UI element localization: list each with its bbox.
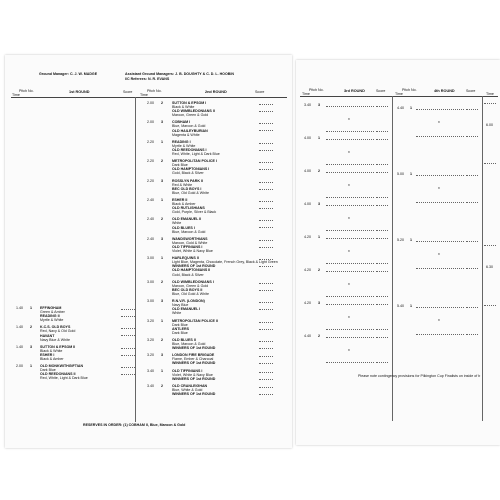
match-time: 2.40 — [147, 217, 154, 222]
match-pitch: 3 — [161, 299, 163, 304]
team-colors: Gold, Black & Silver — [172, 171, 204, 176]
match-pitch: 2 — [161, 383, 163, 388]
team-name: HARLEQUINS II — [172, 256, 199, 261]
match-entry — [172, 353, 268, 365]
score-dots — [259, 302, 273, 303]
score-dots — [121, 348, 135, 349]
r3-time: 3.40 — [304, 103, 311, 107]
team-name: ROSSLYN PARK II — [172, 178, 203, 183]
match-pitch: 2 — [161, 279, 163, 284]
match-entry — [172, 159, 268, 175]
team-name: COBHAM I — [172, 120, 191, 125]
match-pitch: 1 — [30, 306, 32, 310]
team-colors: Maroon, Green & Gold — [172, 283, 209, 288]
r4-line — [416, 109, 464, 110]
team-colors: Navy Blue & White — [40, 337, 70, 342]
score-dots — [259, 372, 273, 373]
team-name: LONDON FIRE BRIGADE — [172, 353, 215, 358]
team-name: SUTTON & EPSOM I — [172, 101, 207, 105]
r3-line — [326, 329, 374, 330]
score-dots — [259, 240, 273, 241]
match-time: 3.00 — [147, 299, 154, 304]
r4-line — [416, 334, 464, 335]
r4-time: 5.00 — [397, 172, 404, 176]
team-name: READING II — [40, 314, 60, 319]
right-divider-1 — [392, 96, 393, 421]
team-name: ANTLERS — [172, 326, 189, 331]
r3-line — [326, 172, 374, 173]
x-mark: x — [348, 282, 350, 286]
score-dots — [259, 309, 273, 310]
team-colors: Flame, Ember & Charcoal — [172, 357, 214, 362]
team-name: OLD BLUES I — [172, 225, 195, 230]
score-dots — [466, 307, 478, 308]
x-mark: x — [348, 117, 350, 121]
r3-pitch: 1 — [318, 136, 320, 140]
team-name: OLD MONKWITHGIFTIAN — [40, 364, 84, 369]
x-mark: x — [348, 315, 350, 319]
r3-pitch: 3 — [318, 301, 320, 305]
score-dots — [259, 363, 273, 364]
score-dots — [259, 104, 273, 105]
team-name: OLD WIMBLEDONIANS II — [172, 109, 215, 114]
col-time-label: Time — [12, 93, 20, 97]
r-col-pitch4-label: Pitch No. — [402, 88, 417, 92]
score-dots — [259, 162, 273, 163]
r4-line — [416, 268, 464, 269]
col-time2-label: Time — [140, 93, 148, 97]
team-name: OLD HAMPTONIANS I — [172, 167, 210, 172]
team-colors: Dark Blue — [172, 322, 188, 327]
x-mark: x — [348, 348, 350, 352]
team-name: METROPOLITAN POLICE I — [172, 159, 217, 164]
match-entry — [172, 280, 268, 296]
score-dots — [259, 356, 273, 357]
match-pitch: 3 — [30, 344, 32, 349]
round2-heading: 2nd ROUND — [205, 90, 227, 94]
r3-line — [326, 362, 374, 363]
team-name: READING I — [172, 139, 191, 144]
reserves-note: RESERVES IN ORDER: (1) COBHAM II, Blue, Maroon & Gold — [83, 423, 186, 427]
match-entry — [40, 306, 110, 322]
score4-label: Score — [466, 89, 476, 93]
match-entry — [172, 299, 268, 315]
match-entry — [172, 237, 268, 253]
score-dots — [376, 139, 388, 140]
team-name: OLD REEDONIANS II — [40, 372, 76, 377]
team-name: K.C.S. OLD BOYS — [40, 325, 71, 330]
r3-time: 4.00 — [304, 136, 311, 140]
score-dots — [259, 329, 273, 330]
team-colors: Maroon, Green & Gold — [172, 113, 209, 118]
score-dots — [259, 290, 273, 291]
header-rule — [11, 97, 287, 98]
match-entry — [172, 101, 268, 117]
referees: I/C Referees: N. R. EVANS — [125, 77, 170, 81]
match-time: 3.40 — [147, 383, 154, 388]
match-pitch: 1 — [30, 364, 32, 369]
r5-line — [484, 163, 496, 164]
match-time: 3.40 — [147, 368, 154, 373]
team-name: OLD RUTLISHIANS — [172, 206, 205, 211]
score-dots — [259, 341, 273, 342]
column-divider — [135, 97, 136, 422]
r3-line — [326, 238, 374, 239]
team-name: OLD WIMBLEDONIANS I — [172, 279, 214, 284]
score-dots — [376, 296, 388, 297]
match-time: 3.20 — [147, 318, 154, 323]
score-dots — [121, 374, 135, 375]
r4-line — [416, 202, 464, 203]
team-name: ESHER II — [172, 198, 188, 202]
team-name: WINNERS OF 1st ROUND — [172, 361, 216, 366]
match-time: 2.20 — [147, 159, 154, 164]
team-name: ESHER I — [40, 352, 55, 357]
r3-line — [326, 230, 374, 231]
score-dots — [259, 130, 273, 131]
team-name: METROPOLITAN POLICE II — [172, 318, 218, 323]
score-dots — [466, 241, 478, 242]
match-entry — [172, 256, 278, 277]
score-dots — [259, 227, 273, 228]
r3-line — [326, 106, 374, 107]
match-time: 2.20 — [147, 178, 154, 183]
r3-pitch: 2 — [318, 169, 320, 173]
team-name: EFFINGHAM — [40, 306, 62, 310]
team-name: SUTTON & EPSOM II — [40, 344, 76, 349]
score-dots — [376, 197, 388, 198]
team-colors: Myrtle & White — [40, 318, 64, 323]
r3-pitch: 3 — [318, 103, 320, 107]
match-time: 2.00 — [16, 364, 23, 369]
score-dots — [259, 220, 273, 221]
r4-pitch: 1 — [410, 238, 412, 242]
r4-pitch: 1 — [410, 106, 412, 110]
score-dots — [259, 189, 273, 190]
r3-pitch: 1 — [318, 235, 320, 239]
x-mark: x — [348, 150, 350, 154]
team-colors: Dark Blue — [40, 368, 56, 373]
team-name: WANDSWORTHIANS — [172, 236, 208, 241]
r3-pitch: 2 — [318, 268, 320, 272]
match-time: 2.20 — [147, 139, 154, 144]
assistant-ground-managers: Assistant Ground Managers: J. B. DOUGHTY & C. D. L. HOOBIN — [125, 72, 234, 76]
team-colors: Gold, Purple, Silver & Black — [172, 210, 217, 215]
score-dots — [376, 106, 388, 107]
r4-line — [416, 307, 464, 308]
match-entry — [172, 140, 268, 156]
score-dots — [121, 309, 135, 310]
r3-line — [326, 131, 374, 132]
match-pitch: 2 — [161, 159, 163, 164]
team-colors: Blue, Maroon & Gold — [172, 341, 206, 346]
team-name: OLD EMANUEL I — [172, 307, 201, 312]
x-mark: x — [348, 249, 350, 253]
match-time: 3.00 — [147, 279, 154, 284]
match-pitch: 1 — [161, 368, 163, 373]
r-col-time-label: Time — [302, 92, 310, 96]
team-colors: Light Blue, Magenta, Chocolate, French Grey, Black & Light Green — [172, 260, 278, 265]
score3-label: Score — [376, 89, 386, 93]
match-entry — [172, 120, 268, 136]
score-dots — [466, 202, 478, 203]
r4-time: 5.40 — [397, 304, 404, 308]
r3-time: 4.20 — [304, 235, 311, 239]
match-entry — [172, 384, 268, 396]
r3-line — [326, 337, 374, 338]
score-dots — [259, 247, 273, 248]
score-dots — [259, 123, 273, 124]
team-name: OLD HAILEYBURIAN — [172, 128, 208, 133]
col-pitch-label: Pitch No. — [19, 89, 34, 93]
r5-line — [484, 245, 496, 246]
score-dots — [466, 175, 478, 176]
score-dots — [466, 268, 478, 269]
score-dots — [259, 169, 273, 170]
team-colors: Black & White — [172, 105, 195, 110]
score-dots — [259, 208, 273, 209]
team-colors: Black & White — [40, 348, 63, 353]
team-colors: Black & Amber — [172, 202, 196, 207]
match-pitch: 3 — [161, 353, 163, 358]
x-mark: x — [348, 216, 350, 220]
team-colors: Blue, Old Gold & White — [172, 190, 209, 195]
team-name: WINNERS OF 1st ROUND — [172, 391, 216, 396]
score-dots — [376, 304, 388, 305]
match-time: 1.40 — [16, 344, 23, 349]
r4-line — [416, 136, 464, 137]
r3-time: 4.00 — [304, 202, 311, 206]
team-name: OLD TIFFINIANS I — [172, 244, 203, 249]
score-dots — [121, 355, 135, 356]
team-colors: Blue, Maroon & Gold — [172, 229, 206, 234]
team-colors: Violet, White & Navy Blue — [172, 249, 213, 254]
match-entry — [40, 345, 110, 361]
team-colors: Navy Blue — [172, 303, 189, 308]
team-colors: White — [172, 311, 182, 316]
r3-line — [326, 304, 374, 305]
match-time: 2.00 — [147, 101, 154, 105]
score-dots — [376, 172, 388, 173]
score2-label: Score — [255, 90, 265, 94]
x-mark: x — [438, 252, 440, 256]
right-header-rule — [300, 96, 498, 97]
team-name: BEC OLD BOYS II — [172, 287, 203, 292]
score-dots — [466, 334, 478, 335]
score-dots — [259, 150, 273, 151]
match-entry — [172, 319, 268, 335]
score-dots — [259, 143, 273, 144]
team-name: OLD REEDONIANS I — [172, 147, 207, 152]
team-name: WINNERS OF 1st ROUND — [172, 346, 216, 351]
match-time: 3.00 — [147, 256, 154, 261]
match-entry — [172, 338, 268, 350]
team-colors: Green & Amber — [40, 310, 65, 315]
r-col-time5-label: Time — [486, 92, 494, 96]
left-page — [5, 55, 292, 448]
match-time: 3.20 — [147, 353, 154, 358]
r3-line — [326, 263, 374, 264]
r3-line — [326, 205, 374, 206]
r4-time: 5.20 — [397, 238, 404, 242]
score-dots — [376, 205, 388, 206]
score-dots — [259, 182, 273, 183]
match-pitch: 1 — [161, 139, 163, 144]
team-name: HAVANT — [40, 333, 55, 338]
team-colors: Red & White — [172, 182, 193, 187]
team-colors: Violet, White & Navy Blue — [172, 372, 213, 377]
match-pitch: 2 — [161, 101, 163, 105]
team-name: R.N.V.R. (LONDON) — [172, 299, 205, 304]
match-entry — [172, 179, 268, 195]
match-pitch: 3 — [161, 120, 163, 125]
score-dots — [376, 337, 388, 338]
score-dots — [121, 316, 135, 317]
r3-pitch: 2 — [318, 334, 320, 338]
r5-time: 6.00 — [486, 123, 493, 127]
match-time: 1.40 — [16, 325, 23, 330]
team-colors: Blue, Maroon & Gold — [172, 124, 206, 129]
score1-label: Score — [123, 90, 133, 94]
score-dots — [259, 259, 273, 260]
match-time: 1.40 — [16, 306, 23, 310]
round1-heading: 1st ROUND — [69, 90, 90, 94]
match-pitch: 3 — [161, 178, 163, 183]
score-dots — [376, 164, 388, 165]
team-colors: Gold, Black & Silver — [172, 272, 204, 277]
match-pitch: 2 — [30, 325, 32, 330]
r3-time: 4.20 — [304, 301, 311, 305]
team-name: WINNERS OF 1st ROUND — [172, 376, 216, 381]
score-dots — [121, 328, 135, 329]
team-name: OLD CRANLEIGHAN — [172, 383, 208, 388]
match-entry — [172, 217, 268, 233]
x-mark: x — [438, 318, 440, 322]
score-dots — [259, 283, 273, 284]
team-colors: Magenta & White — [172, 132, 200, 137]
match-time: 3.20 — [147, 337, 154, 342]
match-entry — [172, 198, 268, 214]
score-dots — [259, 111, 273, 112]
r3-line — [326, 296, 374, 297]
score-dots — [259, 387, 273, 388]
match-time: 2.00 — [147, 120, 154, 125]
r3-line — [326, 164, 374, 165]
team-colors: White — [172, 221, 182, 226]
r3-line — [326, 139, 374, 140]
score-dots — [376, 131, 388, 132]
match-pitch: 1 — [161, 198, 163, 202]
team-name: OLD HAMPTONIANS II — [172, 268, 211, 273]
team-colors: Myrtle & White — [172, 143, 196, 148]
score-dots — [259, 379, 273, 380]
match-pitch: 1 — [161, 318, 163, 323]
r4-line — [416, 175, 464, 176]
x-mark: x — [438, 120, 440, 124]
ground-manager: Ground Manager: C. J. W. MADGE — [39, 72, 98, 76]
round4-heading: 4th ROUND — [434, 89, 455, 93]
score-dots — [259, 322, 273, 323]
r3-pitch: 3 — [318, 202, 320, 206]
score-dots — [121, 335, 135, 336]
team-name: OLD TIFFINIANS I — [172, 368, 203, 373]
match-entry — [172, 369, 268, 381]
right-page — [296, 60, 500, 445]
r4-pitch: 1 — [410, 172, 412, 176]
team-colors: Dark Blue — [172, 330, 188, 335]
match-pitch: 2 — [161, 217, 163, 222]
score-dots — [376, 329, 388, 330]
score-dots — [376, 230, 388, 231]
r5-line — [484, 305, 496, 306]
match-entry — [40, 364, 110, 380]
team-colors: Blue, Old Gold & White — [172, 291, 209, 296]
r4-time: 4.40 — [397, 106, 404, 110]
team-name: BEC OLD BOYS I — [172, 186, 202, 191]
team-name: OLD EMANUEL II — [172, 217, 202, 222]
team-colors: Maroon, Gold & White — [172, 240, 208, 245]
r3-time: 4.00 — [304, 169, 311, 173]
score-dots — [376, 271, 388, 272]
r-col-pitch-label: Pitch No. — [309, 88, 324, 92]
contingency-note: Please note contingency provisions for Pilkington Cup Finalists on inside of b — [358, 374, 481, 378]
team-colors: Black & Amber — [40, 357, 64, 362]
team-colors: Red, White, Light & Dark Blue — [40, 376, 88, 381]
score-dots — [466, 136, 478, 137]
col-pitch2-label: Pitch No. — [147, 89, 162, 93]
r3-line — [326, 271, 374, 272]
team-colors: Dark Blue — [172, 163, 188, 168]
r3-time: 4.20 — [304, 268, 311, 272]
team-name: WINNERS OF 1st ROUND — [172, 264, 216, 269]
score-dots — [376, 362, 388, 363]
score-dots — [259, 266, 273, 267]
x-mark: x — [348, 183, 350, 187]
x-mark: x — [438, 186, 440, 190]
round3-heading: 3rd ROUND — [344, 89, 365, 93]
match-pitch: 3 — [161, 236, 163, 241]
r4-pitch: 1 — [410, 304, 412, 308]
r3-time: 4.40 — [304, 334, 311, 338]
right-divider-2 — [482, 96, 483, 421]
score-dots — [259, 394, 273, 395]
team-colors: Blue, White & Gold — [172, 387, 203, 392]
match-pitch: 1 — [161, 256, 163, 261]
r5-line — [484, 103, 496, 104]
match-pitch: 2 — [161, 337, 163, 342]
r5-time: 6.30 — [486, 265, 493, 269]
match-time: 2.40 — [147, 198, 154, 202]
team-colors: Red, White, Light & Dark Blue — [172, 152, 220, 157]
team-name: OLD BLUES II — [172, 337, 196, 342]
score-dots — [466, 109, 478, 110]
score-dots — [376, 238, 388, 239]
match-time: 2.40 — [147, 236, 154, 241]
score-dots — [259, 201, 273, 202]
r4-line — [416, 241, 464, 242]
score-dots — [259, 348, 273, 349]
r-col-time4-label: Time — [395, 92, 403, 96]
team-colors: Red, Navy & Old Gold — [40, 329, 76, 334]
match-entry — [40, 325, 110, 341]
r3-line — [326, 197, 374, 198]
score-dots — [121, 367, 135, 368]
score-dots — [376, 263, 388, 264]
